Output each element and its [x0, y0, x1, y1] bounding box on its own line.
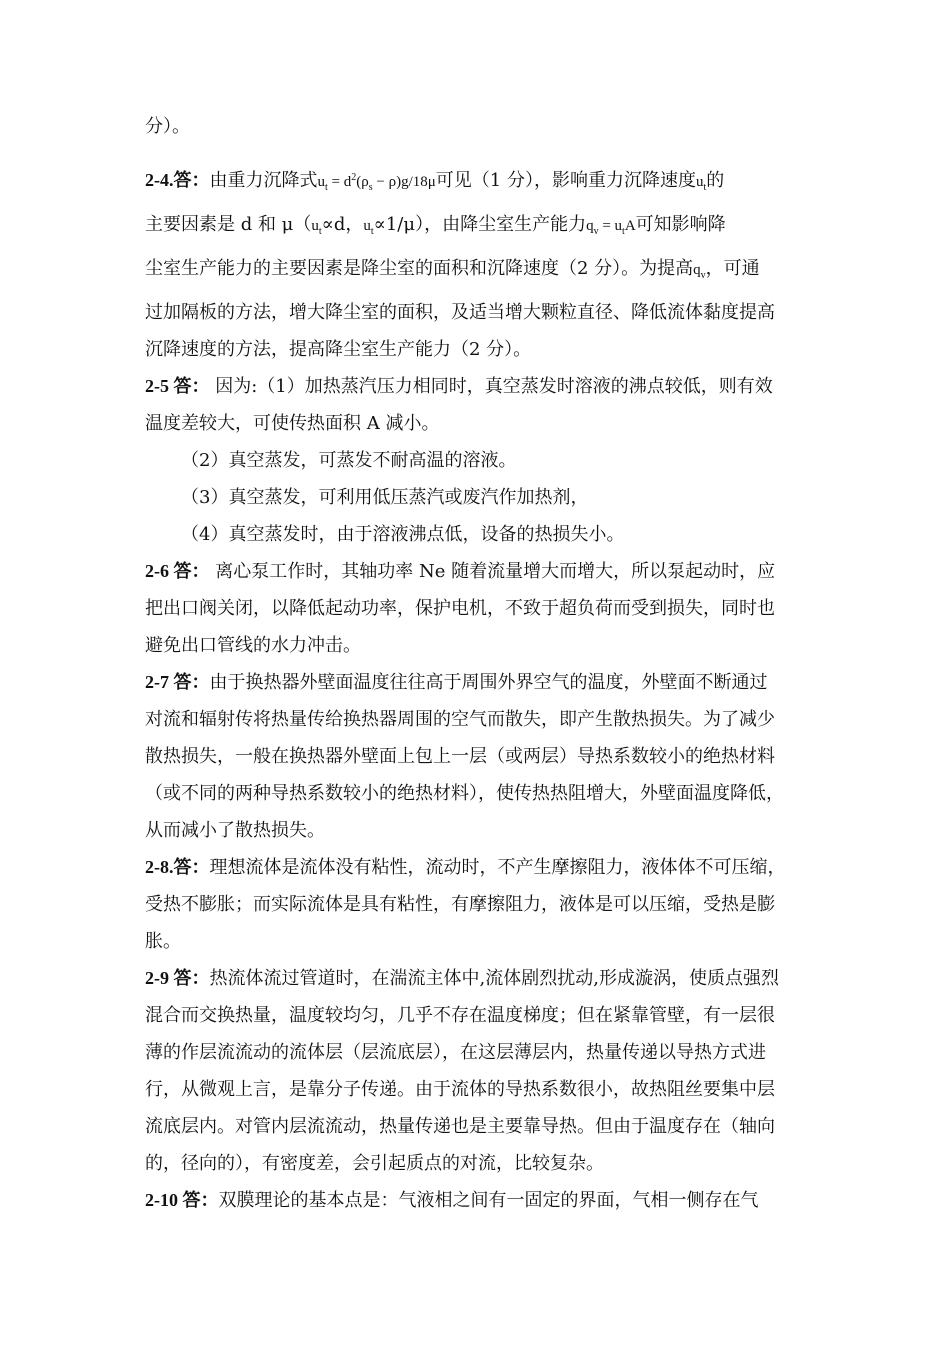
answer-label: 2-10 答： — [145, 1190, 219, 1210]
text-line: 混合而交换热量，温度较均匀，几乎不存在温度梯度；但在紧靠管壁，有一层很 — [145, 1005, 775, 1026]
text-line: 2-5 答： 因为:（1）加热蒸汽压力相同时，真空蒸发时溶液的沸点较低，则有效 — [145, 376, 773, 397]
text-line: 分）。 — [145, 116, 190, 137]
text-line: 2-7 答：由于换热器外壁面温度往往高于周围外界空气的温度，外壁面不断通过 — [145, 672, 768, 693]
text-line: 受热不膨胀；而实际流体是具有粘性，有摩擦阻力，液体是可以压缩，受热是膨 — [145, 894, 775, 915]
text-line: 把出口阀关闭，以降低起动功率，保护电机，不致于超负荷而受到损失，同时也 — [145, 598, 775, 619]
answer-2-4 — [145, 159, 813, 368]
formula-capacity: $q_v = u_tA$ — [586, 218, 636, 237]
text-line: （或不同的两种导热系数较小的绝热材料），使传热热阻增大，外壁面温度降低， — [145, 783, 784, 804]
text-line: （3）真空蒸发，可利用低压蒸汽或废汽作加热剂， — [181, 487, 589, 508]
answer-2-5 — [145, 368, 813, 553]
formula-settling-velocity: $u_t = d^2(\rho_s - \rho)g/18\mu$ — [317, 172, 436, 193]
answer-label: 2-4.答： — [145, 170, 210, 190]
answer-label: 2-6 答： — [145, 561, 210, 581]
answer-2-10 — [145, 1182, 813, 1219]
text-line: 尘室生产能力的主要因素是降尘室的面积和沉降速度（2 分）。为提高$q_v$，可通 — [145, 258, 760, 281]
answer-label: 2-8.答： — [145, 857, 210, 877]
text-line: 对流和辐射传将热量传给换热器周围的空气而散失，即产生散热损失。为了减少 — [145, 709, 775, 730]
text-line: 主要因素是 d 和 $\mu(u_t\propto d$，$u_t\propto 1/\mu$），由降尘室生产能力$q_v = u_tA$可知影响降 — [145, 214, 726, 237]
text-line: 沉降速度的方法，提高降尘室生产能力（2 分）。 — [145, 339, 532, 360]
text-line: 流底层内。对管内层流流动，热量传递也是主要靠导热。但由于温度存在（轴向 — [145, 1116, 775, 1137]
text-line: 过加隔板的方法，增大降尘室的面积，及适当增大颗粒直径、降低流体黏度提高 — [145, 302, 775, 323]
answer-2-9 — [145, 960, 813, 1182]
text-line: （4）真空蒸发时，由于溶液沸点低，设备的热损失小。 — [181, 524, 625, 545]
text-line: 行，从微观上言，是靠分子传递。由于流体的导热系数很小，故热阻丝要集中层 — [145, 1079, 775, 1100]
text-line: 的，径向的），有密度差，会引起质点的对流，比较复杂。 — [145, 1153, 604, 1174]
text-line: 胀。 — [145, 931, 181, 952]
text-line: 2-8.答：理想流体是流体没有粘性，流动时，不产生摩擦阻力，液体体不可压缩， — [145, 857, 786, 878]
text-line: 温度差较大，可使传热面积 A 减小。 — [145, 413, 440, 434]
answer-label: 2-7 答： — [145, 672, 210, 692]
text-line: 从而减小了散热损失。 — [145, 820, 325, 841]
answer-2-8 — [145, 849, 813, 960]
text-line: 散热损失，一般在换热器外壁面上包上一层（或两层）导热系数较小的绝热材料 — [145, 746, 775, 767]
document-page — [145, 108, 813, 1219]
answer-label: 2-5 答： — [145, 376, 210, 396]
text-line: 2-6 答： 离心泵工作时，其轴功率 Ne 随着流量增大而增大，所以泵起动时，应 — [145, 561, 776, 582]
answer-2-6 — [145, 553, 813, 664]
answer-2-7 — [145, 664, 813, 849]
text-line: 2-4.答：由重力沉降式$u_t = d^2(\rho_s - \rho)g/18\mu$可见（1 分），影响重力沉降速度$u_t$的 — [145, 170, 725, 193]
text-line: 2-9 答：热流体流过管道时，在湍流主体中,流体剧烈扰动,形成漩涡，使质点强烈 — [145, 968, 779, 989]
text-line: 薄的作层流流动的流体层（层流底层），在这层薄层内，热量传递以导热方式进 — [145, 1042, 766, 1063]
text-line: （2）真空蒸发，可蒸发不耐高温的溶液。 — [181, 450, 517, 471]
answer-label: 2-9 答： — [145, 968, 210, 988]
text-line: 2-10 答：双膜理论的基本点是：气液相之间有一固定的界面，气相一侧存在气 — [145, 1190, 759, 1211]
text-line: 避免出口管线的水力冲击。 — [145, 635, 361, 656]
